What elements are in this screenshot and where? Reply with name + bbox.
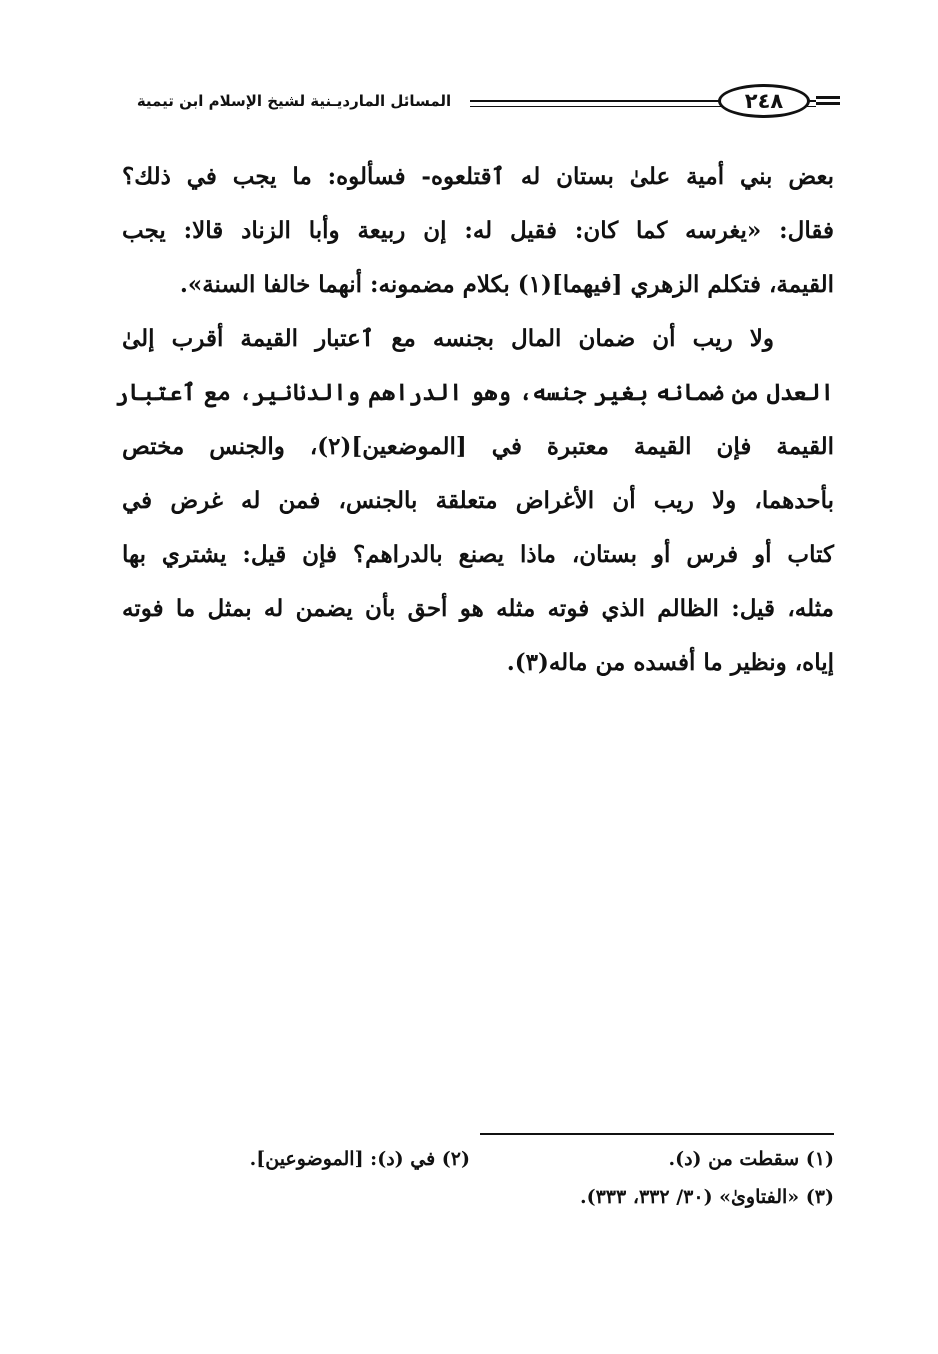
- text-line: بأحدهما، ولا ريب أن الأغراض متعلقة بالجنس، فمن له غرض في: [122, 487, 834, 514]
- header-ornament: [816, 94, 840, 108]
- footnote-rule: [480, 1133, 834, 1135]
- running-title: المسائل المارديـنية لشيخ الإسلام ابن تيمية: [118, 86, 470, 116]
- text-line: إياه، ونظير ما أفسده من ماله(٣).: [506, 649, 834, 676]
- text-line: العدل من ضمانه بغير جنسه، وهو الدراهم والدنانير، مع ٱعتبار: [115, 379, 834, 406]
- text-line: ولا ريب أن ضمان المال بجنسه مع ٱعتبار القيمة أقرب إلىٰ: [122, 325, 774, 352]
- page-number: ٢٤٨: [744, 88, 784, 113]
- footnote-row: [122, 1140, 834, 1178]
- text-line: القيمة، فتكلم الزهري [فيهما](١) بكلام مضمونه: أنهما خالفا السنة».: [179, 271, 834, 298]
- text-line: القيمة فإن القيمة معتبرة في [الموضعين](٢)، والجنس مختص: [122, 433, 834, 460]
- page-header: [118, 80, 840, 124]
- page-number-badge: [718, 84, 810, 118]
- footnote-1: (١) سقطت من (د).: [668, 1148, 834, 1170]
- text-line: مثله، قيل: الظالم الذي فوته مثله هو أحق بأن يضمن له بمثل ما فوته: [122, 595, 834, 622]
- footnote-row: [122, 1178, 834, 1216]
- footnote-2: (٢) في (د): [الموضوعين].: [249, 1148, 470, 1170]
- footnote-3: (٣) «الفتاوىٰ» (٣٠/ ٣٣٢، ٣٣٣).: [579, 1186, 834, 1208]
- text-line: فقال: «يغرسه كما كان: فقيل له: إن ربيعة وأبا الزناد قالا: يجب: [122, 217, 834, 244]
- text-line: بعض بني أمية علىٰ بستان له ٱقتلعوه- فسألوه: ما يجب في ذلك؟: [122, 163, 834, 190]
- footnotes: [122, 1140, 834, 1216]
- text-line: كتاب أو فرس أو بستان، ماذا يصنع بالدراهم؟ فإن قيل: يشتري بها: [122, 541, 834, 568]
- body-text: [115, 150, 834, 690]
